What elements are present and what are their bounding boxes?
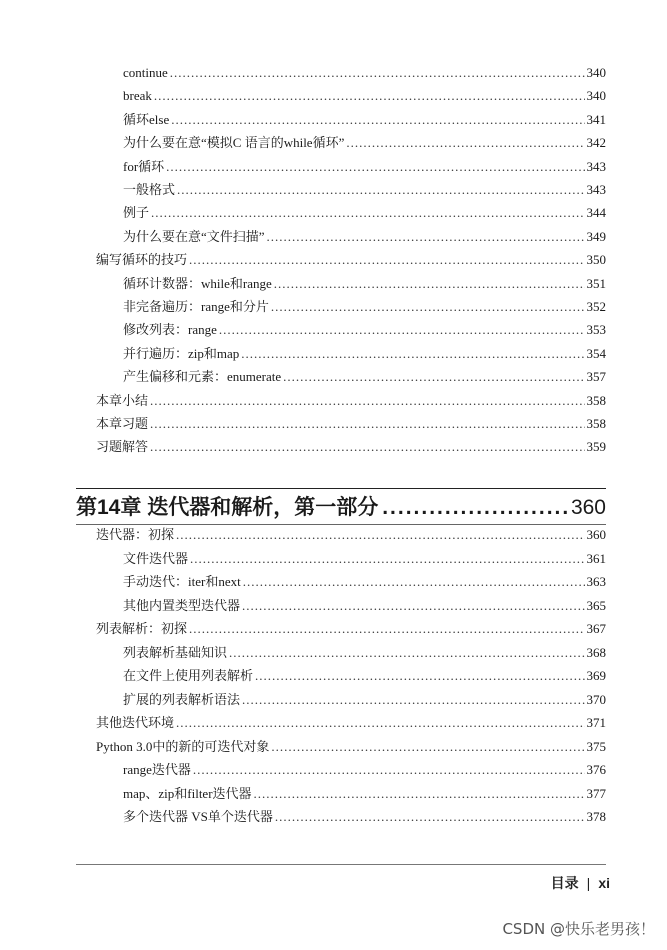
toc-entry-page-number: 363 bbox=[586, 574, 606, 589]
dot-leader bbox=[150, 439, 584, 455]
dot-leader bbox=[189, 252, 584, 268]
toc-entry-label: 本章习题 bbox=[96, 416, 149, 431]
toc-entry-label: 文件迭代器 bbox=[123, 550, 189, 566]
toc-entry[interactable] bbox=[123, 322, 606, 338]
footer-section-label: 目录 bbox=[550, 875, 579, 891]
dot-leader bbox=[382, 494, 569, 522]
toc-entry-label: 其他内置类型迭代器 bbox=[123, 597, 241, 613]
toc-entry-label: Python 3.0中的新的可迭代对象 bbox=[96, 738, 270, 754]
toc-entry-page-number: 351 bbox=[586, 275, 606, 291]
toc-entry-label: 迭代器：初探 bbox=[96, 527, 175, 542]
toc-entry-page-number: 378 bbox=[586, 809, 606, 824]
toc-entry[interactable] bbox=[123, 551, 606, 567]
toc-entry[interactable] bbox=[96, 252, 606, 268]
chapter-heading[interactable] bbox=[76, 494, 606, 522]
toc-entry-page-number: 340 bbox=[586, 88, 606, 104]
toc-entry-page-number: 369 bbox=[586, 668, 606, 683]
toc-entry[interactable] bbox=[123, 205, 606, 221]
toc-entry-page-number: 341 bbox=[586, 111, 606, 127]
dot-leader bbox=[271, 739, 584, 755]
dot-leader bbox=[170, 65, 585, 81]
dot-leader bbox=[150, 416, 584, 432]
dot-leader bbox=[242, 598, 584, 614]
toc-entry-page-number: 376 bbox=[586, 762, 606, 777]
toc-entry-page-number: 371 bbox=[586, 715, 606, 730]
toc-entry-label: 循环计数器：while和range bbox=[123, 275, 272, 291]
toc-entry-label: map、zip和filter迭代器 bbox=[123, 785, 252, 801]
dot-leader bbox=[177, 182, 584, 198]
toc-entry-page-number: 354 bbox=[586, 345, 606, 361]
toc-entry-page-number: 368 bbox=[586, 644, 606, 660]
toc-entry-page-number: 349 bbox=[586, 228, 606, 244]
toc-entry[interactable] bbox=[123, 645, 606, 661]
dot-leader bbox=[193, 762, 585, 778]
toc-entry[interactable] bbox=[123, 598, 606, 614]
toc-entry-page-number: 358 bbox=[586, 392, 606, 408]
dot-leader bbox=[229, 645, 584, 661]
toc-entry-label: 习题解答 bbox=[96, 439, 149, 455]
toc-entry[interactable] bbox=[123, 88, 606, 104]
chapter-title: 第14章 迭代器和解析，第一部分 bbox=[76, 496, 379, 519]
toc-entry[interactable] bbox=[123, 369, 606, 385]
toc-entry[interactable] bbox=[123, 574, 606, 590]
dot-leader bbox=[271, 299, 585, 315]
toc-entry-page-number: 357 bbox=[586, 369, 606, 385]
toc-entry-page-number: 365 bbox=[586, 597, 606, 613]
toc-entry-label: 扩展的列表解析语法 bbox=[123, 691, 241, 707]
toc-entry-label: 修改列表：range bbox=[123, 322, 217, 338]
toc-entry-page-number: 352 bbox=[586, 299, 606, 314]
toc-entry-label: 一般格式 bbox=[123, 182, 176, 197]
footer-rule bbox=[76, 864, 606, 865]
toc-entry[interactable] bbox=[96, 393, 606, 409]
toc-entry-label: break bbox=[123, 88, 152, 104]
footer-page-number: xi bbox=[598, 875, 610, 891]
toc-entry[interactable] bbox=[123, 182, 606, 198]
dot-leader bbox=[189, 621, 584, 637]
toc-entry-page-number: 361 bbox=[586, 550, 606, 566]
chapter-page-number: 360 bbox=[570, 496, 606, 519]
footer-separator: | bbox=[586, 875, 591, 891]
toc-entry[interactable] bbox=[96, 527, 606, 543]
toc-entry[interactable] bbox=[96, 715, 606, 731]
watermark: CSDN @快乐老男孩！ bbox=[502, 920, 655, 938]
toc-entry-label: 为什么要在意“模拟C 语言的while循环” bbox=[123, 135, 345, 151]
toc-entry-label: 为什么要在意“文件扫描” bbox=[123, 228, 265, 244]
toc-entry[interactable] bbox=[123, 346, 606, 362]
toc-entry[interactable] bbox=[123, 809, 606, 825]
toc-entry[interactable] bbox=[123, 276, 606, 292]
toc-entry[interactable] bbox=[123, 786, 606, 802]
toc-entry-label: 列表解析：初探 bbox=[96, 621, 188, 636]
toc-entry-label: continue bbox=[123, 65, 168, 80]
toc-entry-label: 例子 bbox=[123, 205, 150, 221]
toc-entry-label: 在文件上使用列表解析 bbox=[123, 668, 254, 683]
toc-entry-label: 列表解析基础知识 bbox=[123, 644, 228, 660]
toc-entry-page-number: 360 bbox=[586, 527, 606, 542]
dot-leader bbox=[243, 574, 585, 590]
toc-entry-page-number: 370 bbox=[586, 691, 606, 707]
toc-entry[interactable] bbox=[123, 229, 606, 245]
toc-entry[interactable] bbox=[123, 159, 606, 175]
toc-entry[interactable] bbox=[96, 439, 606, 455]
toc-entry[interactable] bbox=[123, 668, 606, 684]
toc-entry-label: 多个迭代器 VS单个迭代器 bbox=[123, 809, 273, 824]
toc-entry[interactable] bbox=[123, 135, 606, 151]
dot-leader bbox=[171, 112, 584, 128]
dot-leader bbox=[176, 527, 584, 543]
toc-entry[interactable] bbox=[123, 299, 606, 315]
toc-entry-page-number: 343 bbox=[586, 158, 606, 174]
page-footer bbox=[551, 873, 610, 893]
dot-leader bbox=[190, 551, 584, 567]
toc-entry-page-number: 377 bbox=[586, 785, 606, 801]
chapter-bottom-rule bbox=[76, 524, 606, 525]
toc-entry-page-number: 367 bbox=[586, 621, 606, 636]
toc-entry[interactable] bbox=[96, 739, 606, 755]
dot-leader bbox=[274, 276, 585, 292]
dot-leader bbox=[346, 135, 584, 151]
dot-leader bbox=[241, 346, 584, 362]
toc-entry[interactable] bbox=[123, 692, 606, 708]
toc-entry[interactable] bbox=[96, 416, 606, 432]
toc-entry-label: 手动迭代：iter和next bbox=[123, 574, 241, 589]
toc-entry[interactable] bbox=[96, 621, 606, 637]
toc-entry-page-number: 350 bbox=[586, 252, 606, 268]
toc-entry[interactable] bbox=[123, 65, 606, 81]
toc-entry-page-number: 358 bbox=[586, 416, 606, 431]
dot-leader bbox=[150, 393, 584, 409]
dot-leader bbox=[254, 786, 585, 802]
toc-entry-label: 产生偏移和元素：enumerate bbox=[123, 369, 282, 385]
toc-entry[interactable] bbox=[123, 762, 606, 778]
toc-entry-page-number: 340 bbox=[586, 65, 606, 80]
toc-entry-label: range迭代器 bbox=[123, 762, 191, 777]
toc-entry-label: 循环else bbox=[123, 111, 170, 127]
toc-entry-page-number: 343 bbox=[586, 182, 606, 197]
toc-entry-page-number: 344 bbox=[586, 205, 606, 221]
toc-entry-label: 非完备遍历：range和分片 bbox=[123, 299, 269, 314]
dot-leader bbox=[283, 369, 584, 385]
dot-leader bbox=[219, 322, 585, 338]
toc-entry-label: 其他迭代环境 bbox=[96, 715, 175, 730]
dot-leader bbox=[255, 668, 584, 684]
dot-leader bbox=[166, 159, 584, 175]
dot-leader bbox=[176, 715, 584, 731]
toc-entry-page-number: 375 bbox=[586, 738, 606, 754]
toc-entry[interactable] bbox=[123, 112, 606, 128]
chapter-top-rule bbox=[76, 488, 606, 489]
dot-leader bbox=[267, 229, 585, 245]
toc-entry-label: 编写循环的技巧 bbox=[96, 252, 188, 268]
toc-entry-label: 本章小结 bbox=[96, 392, 149, 408]
toc-entry-page-number: 342 bbox=[586, 135, 606, 151]
dot-leader bbox=[154, 88, 585, 104]
dot-leader bbox=[151, 205, 584, 221]
toc-entry-page-number: 359 bbox=[586, 439, 606, 455]
toc-entry-label: 并行遍历：zip和map bbox=[123, 345, 240, 361]
dot-leader bbox=[275, 809, 585, 825]
dot-leader bbox=[242, 692, 584, 708]
toc-entry-page-number: 353 bbox=[586, 322, 606, 338]
toc-entry-label: for循环 bbox=[123, 158, 165, 174]
